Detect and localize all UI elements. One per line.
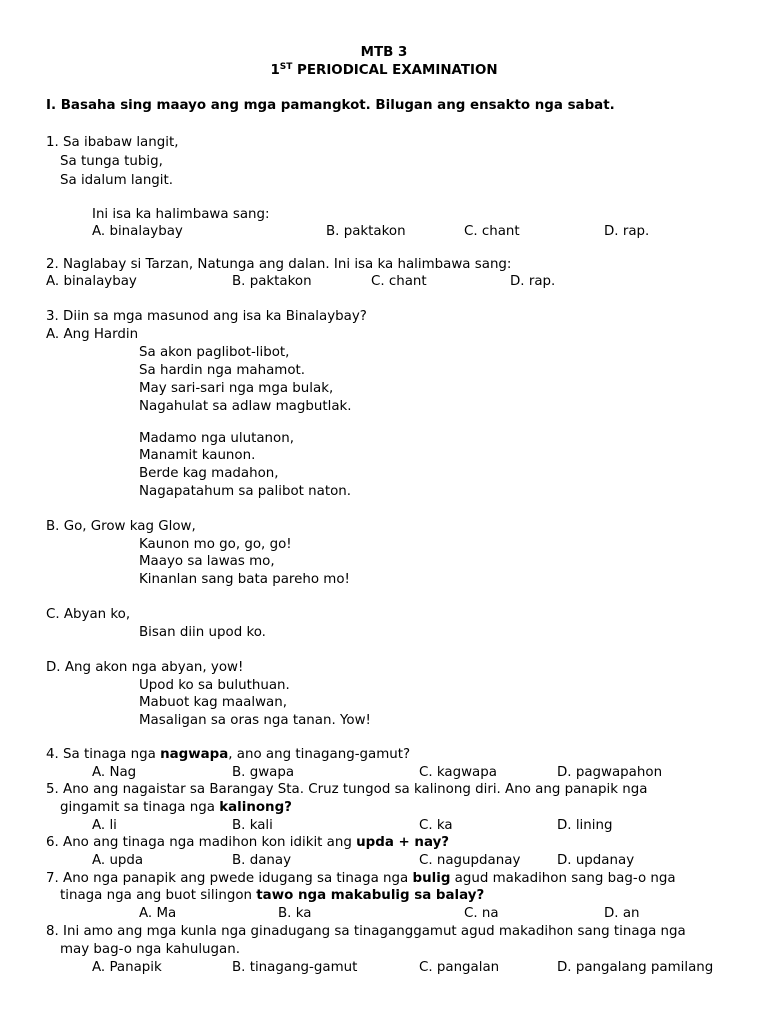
q3-a-stanza2-line: Madamo nga ulutanon,	[139, 431, 294, 446]
q6-choice-b: B. danay	[232, 853, 292, 868]
q8-stem-line-2: may bag-o nga kahulugan.	[60, 942, 240, 957]
q7-choice-d: D. an	[604, 906, 640, 921]
q7-choice-c: C. na	[464, 906, 499, 921]
q1-choice-c: C. chant	[464, 224, 520, 239]
q3-stem: 3. Diin sa mga masunod ang isa ka Binalaybay?	[46, 309, 367, 324]
q6-choice-d: D. updanay	[557, 853, 635, 868]
q7-stem-line-2: tinaga nga ang buot silingon tawo nga makabulig sa balay?	[60, 888, 485, 903]
q3-b-line: Kaunon mo go, go, go!	[139, 537, 292, 552]
q3-d-line: Upod ko sa buluthuan.	[139, 678, 290, 693]
q6-stem: 6. Ano ang tinaga nga madihon kon idikit ang upda + nay?	[46, 835, 450, 850]
q7-stem-line-1: 7. Ano nga panapik ang pwede idugang sa tinaga nga bulig agud makadihon sang bag-o nga	[46, 871, 676, 886]
q3-b-line: Kinanlan sang bata pareho mo!	[139, 572, 350, 587]
q3-b-line: Maayo sa lawas mo,	[139, 554, 275, 569]
q8-choice-c: C. pangalan	[419, 960, 500, 975]
q2-choice-c: C. chant	[371, 274, 427, 289]
q1-prompt: Ini isa ka halimbawa sang:	[92, 207, 270, 222]
q5-choice-a: A. li	[92, 818, 117, 833]
q4-choice-b: B. gwapa	[232, 765, 295, 780]
q8-choice-a: A. Panapik	[92, 960, 162, 975]
q5-choice-d: D. lining	[557, 818, 613, 833]
exam-title: 1ST PERIODICAL EXAMINATION	[270, 62, 498, 78]
q1-line-3: Sa idalum langit.	[60, 173, 174, 188]
q2-choice-b: B. paktakon	[232, 274, 312, 289]
q3-a-stanza1-line: Nagahulat sa adlaw magbutlak.	[139, 399, 352, 414]
q3-option-b-title: B. Go, Grow kag Glow,	[46, 519, 196, 534]
q3-d-line: Masaligan sa oras nga tanan. Yow!	[139, 713, 371, 728]
q8-stem-line-1: 8. Ini amo ang mga kunla nga ginadugang sa tinaganggamut agud makadihon sang tinaga nga	[46, 924, 686, 939]
q3-c-line: Bisan diin upod ko.	[139, 625, 266, 640]
q6-choice-c: C. nagupdanay	[419, 853, 521, 868]
q1-choice-a: A. binalaybay	[92, 224, 183, 239]
q4-stem: 4. Sa tinaga nga nagwapa, ano ang tinagang-gamut?	[46, 747, 411, 762]
q3-a-stanza1-line: May sari-sari nga mga bulak,	[139, 381, 334, 396]
q5-stem-line-1: 5. Ano ang nagaistar sa Barangay Sta. Cruz tungod sa kalinong diri. Ano ang panapik nga	[46, 782, 648, 797]
q5-choice-c: C. ka	[419, 818, 453, 833]
q3-d-line: Mabuot kag maalwan,	[139, 695, 288, 710]
q4-choice-c: C. kagwapa	[419, 765, 497, 780]
q3-option-d-title: D. Ang akon nga abyan, yow!	[46, 660, 244, 675]
q5-choice-b: B. kali	[232, 818, 273, 833]
q3-a-stanza2-line: Berde kag madahon,	[139, 466, 279, 481]
q3-option-a-title: A. Ang Hardin	[46, 327, 139, 342]
q3-option-c-title: C. Abyan ko,	[46, 607, 131, 622]
q3-a-stanza1-line: Sa hardin nga mahamot.	[139, 363, 306, 378]
q2-choice-a: A. binalaybay	[46, 274, 137, 289]
q5-stem-line-2: gingamit sa tinaga nga kalinong?	[60, 800, 292, 815]
exam-subject: MTB 3	[360, 45, 408, 60]
q8-choice-b: B. tinagang-gamut	[232, 960, 358, 975]
q3-a-stanza1-line: Sa akon paglibot-libot,	[139, 345, 290, 360]
q8-choice-d: D. pangalang pamilang	[557, 960, 714, 975]
q7-choice-a: A. Ma	[139, 906, 177, 921]
q1-line-2: Sa tunga tubig,	[60, 154, 163, 169]
q1-line-1: 1. Sa ibabaw langit,	[46, 135, 179, 150]
q3-a-stanza2-line: Nagapatahum sa palibot naton.	[139, 484, 352, 499]
q4-choice-d: D. pagwapahon	[557, 765, 663, 780]
q2-stem: 2. Naglabay si Tarzan, Natunga ang dalan. Ini isa ka halimbawa sang:	[46, 257, 512, 272]
q7-choice-b: B. ka	[278, 906, 312, 921]
q1-choice-b: B. paktakon	[326, 224, 406, 239]
q3-a-stanza2-line: Manamit kaunon.	[139, 448, 256, 463]
q4-choice-a: A. Nag	[92, 765, 137, 780]
q6-choice-a: A. upda	[92, 853, 144, 868]
q2-choice-d: D. rap.	[510, 274, 556, 289]
section-instruction: I. Basaha sing maayo ang mga pamangkot. Bilugan ang ensakto nga sabat.	[46, 98, 615, 113]
q1-choice-d: D. rap.	[604, 224, 650, 239]
